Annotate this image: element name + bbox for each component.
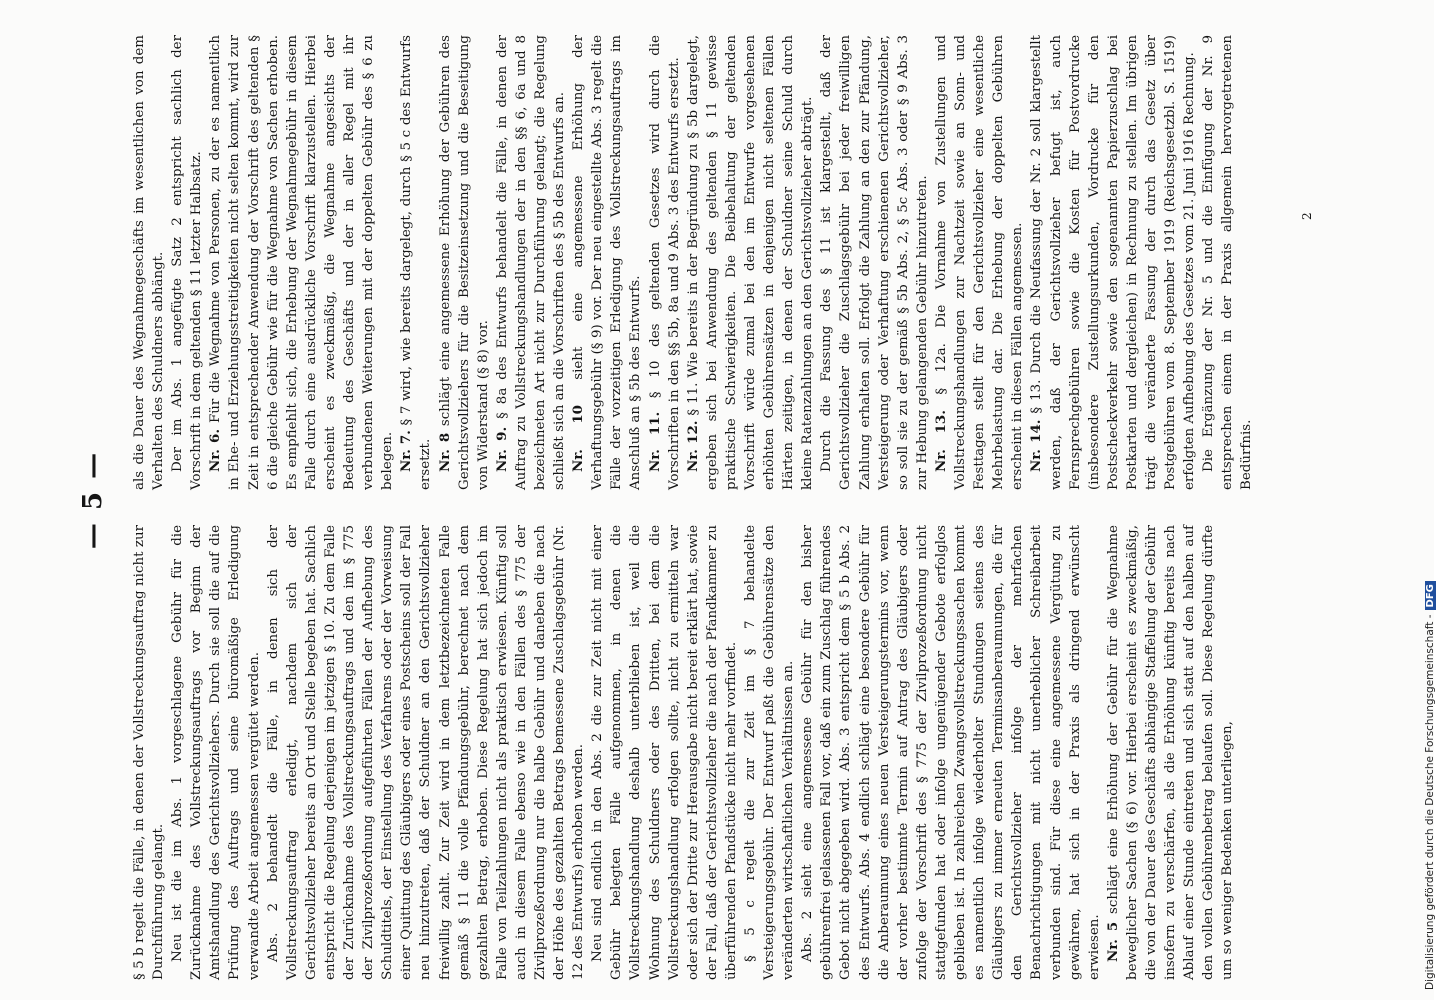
rotated-document [60,0,1360,1000]
paragraph [130,525,168,980]
paragraph [1199,35,1256,490]
paragraph-text: § 7 wird, wie bereits dargelegt, durch § 5 c des Entwurfs ersetzt. [399,35,434,490]
paragraph-lead: Nr. 5 [1104,921,1121,962]
paragraph [1027,35,1199,490]
paragraph [569,35,645,490]
paragraph [1104,525,1238,980]
paragraph [684,35,818,490]
paragraph-lead: Nr. 11. [646,411,663,472]
paragraph-lead: Nr. 14. [1028,419,1045,472]
paragraph [741,525,798,980]
paragraph-lead: Nr. 8 [436,432,453,472]
paragraph-text: § 10 des geltenden Gesetzes wird durch die Vorschriften in den §§ 5b, 8a und 9 Abs. 3 des Entwurfs ersetzt. [647,35,682,490]
paragraph-text: Die Ergänzung der Nr. 5 und die Einfügung der Nr. 9 entsprechen einem in der Praxis allgemein hervorgetretenen Bedürfnis. [1201,35,1255,490]
paragraph-lead: Nr. 7. [398,430,415,472]
paragraph [397,35,435,490]
paragraph-text: § 5 b regelt die Fälle, in denen der Vollstreckungsauftrag nicht zur Durchführung gelangt. [132,525,167,980]
paragraph [588,525,741,980]
paragraph [798,525,1104,980]
paragraph-text: Der im Abs. 1 angefügte Satz 2 entspricht sachlich der Vorschrift in dem geltenden § 11 letzter Halbsatz. [170,35,205,490]
credit-text: Digitalisierung gefördert durch die Deutsche Forschungsgemeinschaft - [1424,614,1436,990]
paragraph [130,35,168,490]
paragraph [168,35,206,490]
paragraph-lead: Nr. 13. [932,410,949,472]
paragraph [436,35,493,490]
dfg-logo: DFG [1425,581,1436,610]
left-column [130,525,1237,980]
paragraph-text: § 12a. Die Vornahme von Zustellungen und Vollstreckungshandlungen zur Nachtzeit sowie an Sonn- und Festtagen stellt für den Gerichtsvollzieher eine wesentliche Mehrbelastung dar. Die Erhebung der doppelten Gebühren erscheint in diesen Fällen angemessen. [933,34,1026,490]
paragraph [493,35,569,490]
paragraph-text: § 5 c regelt die zur Zeit im § 7 behandelte Versteigerungsgebühr. Der Entwurf paßt die Gebührensätze den veränderten wirtschaftlichen Verhältnissen an. [743,525,797,980]
paragraph-text: § 13. Durch die Neufassung der Nr. 2 soll klargestellt werden, daß der Gerichtsvollzieher befugt ist, auch Fernsprechgebühren sowie die Kosten für Postvordrucke (insbesondere Zustellungsurkunden, Vordrucke für den Postscheckverkehr sowie den sogenannten Papierzuschlag bei Postkarten und dergleichen) in Rechnung zu stellen. Im übrigen trägt die veränderte Fassung der durch das Gesetz über Postgebühren vom 8. September 1919 (Reichsgesetzbl. S. 1519) erfolgten Aufhebung des Gesetzes vom 21. Juni 1916 Rechnung. [1029,35,1198,490]
paragraph-lead: Nr. 12. [684,420,701,472]
paragraph-text: Für die Wegnahme von Personen, zu der es namentlich in Ehe- und Erziehungsstreitigkeiten nicht selten kommt, wird zur Zeit in entsprechender Anwendung der Vorschrift des geltenden § 6 die gleiche Gebühr wie für die Wegnahme von Sachen erhoben. Es empfiehlt sich, die Erhebung der Wegnahmegebühr in diesem Falle durch eine ausdrückliche Vorschrift klarzustellen. Hierbei erscheint es zweckmäßig, die Wegnahme angesichts der Bedeutung des Geschäfts und der in aller Regel mit ihr verbundenen Weiterungen mit der doppelten Gebühr des § 6 zu belegen. [208,34,396,490]
paragraph-text: Neu sind endlich in den Abs. 2 die zur Zeit nicht mit einer Gebühr belegten Fälle aufgenommen, in denen die Vollstreckungshandlung deshalb unterblieben ist, weil die Wohnung des Schuldners oder des Dritten, bei dem die Vollstreckungshandlung erfolgen sollte, nicht zu ermitteln war oder sich der Dritte zur Herausgabe nicht bereit erklärt hat, sowie der Fall, daß der Gerichtsvollzieher die nach der Pfandkammer zu überführenden Pfandstücke nicht mehr vorfindet. [590,525,739,980]
paragraph-text: Abs. 2 sieht eine angemessene Gebühr für den bisher gebührenfrei gelassenen Fall vor, daß ein zum Zuschlag führendes Gebot nicht abgegeben wird. Abs. 3 entspricht dem § 5 b Abs. 2 des Entwurfs. Abs. 4 endlich schlägt eine besondere Gebühr für die Anberaumung eines neuen Versteigerungstermins vor, wenn der vorher bestimmte Termin auf Antrag des Gläubigers oder zufolge der Vorschrift des § 775 der Zivilprozeßordnung nicht stattgefunden hat oder infolge ungenügender Gebote erfolglos geblieben ist. In zahlreichen Zwangsvollstreckungssachen kommt es namentlich infolge wiederholter Stundungen seitens des Gläubigers zu immer erneuten Terminsanberaumungen, die für den Gerichtsvollzieher infolge der mehrfachen Benachrichtigungen mit nicht unerheblicher Schreibarbeit verbunden sind. Für diese eine angemessene Vergütung zu gewähren, hat sich in der Praxis als dringend erwünscht erwiesen. [800,525,1102,980]
paragraph-lead: Nr. 6. [207,428,224,472]
paragraph [264,525,589,980]
paragraph-text: Neu ist die im Abs. 1 vorgeschlagene Gebühr für die Zurücknahme des Vollstreckungsauftrags vor Beginn der Amtshandlung des Gerichtsvollziehers. Durch sie soll die auf die Prüfung des Auftrags und seine büromäßige Erledigung verwandte Arbeit angemessen vergütet werden. [170,525,262,980]
paragraph [646,35,684,490]
right-column [130,35,1257,490]
paragraph-text: § 11. Wie bereits in der Begründung zu § 5b dargelegt, ergeben sich bei Anwendung des geltenden § 11 gewisse praktische Schwierigkeiten. Die Beibehaltung der geltenden Vorschrift würde zumal bei den im Entwurfe vorgesehenen erhöhten Gebührensätzen in denjenigen nicht seltenen Fällen Härten zeitigen, in denen der Schuldner seine Schuld durch kleine Ratenzahlungen an den Gerichtsvollzieher abträgt. [685,35,816,490]
paragraph-text: § 8a des Entwurfs behandelt die Fälle, in denen der Auftrag zu Vollstreckungshandlungen der in den §§ 6, 6a und 8 bezeichneten Art nicht zur Durchführung gelangt; die Regelung schließt sich an die Vorschriften des § 5b des Entwurfs an. [494,35,568,490]
paragraph-text: schlägt eine Erhöhung der Gebühr für die Wegnahme beweglicher Sachen (§ 6) vor. Hierbei erscheint es zweckmäßig, die von der Dauer des Geschäfts abhängige Staffelung der Gebühr insofern zu verschärfen, als die Erhöhung künftig bereits nach Ablauf einer Stunde eintreten und sich statt auf den halben auf den vollen Gebührenbetrag belaufen soll. Diese Regelung dürfte um so weniger Bedenken unterliegen, [1105,525,1236,980]
paragraph [206,35,397,490]
paragraph [817,35,932,490]
paragraph-text: sieht eine angemessene Erhöhung der Verhaftungsgebühr (§ 9) vor. Der neu eingestellte Abs. 3 regelt die Fälle der vorzeitigen Erledigung des Vollstreckungsauftrags im Anschluß an § 5b des Entwurfs. [571,34,644,490]
paragraph-text: schlägt eine angemessene Erhöhung der Gebühren des Gerichtsvollziehers für die Besitzeinsetzung und die Beseitigung von Widerstand (§ 8) vor. [437,35,491,490]
paragraph [168,525,263,980]
paragraph-text: als die Dauer des Wegnahmegeschäfts im wesentlichen von dem Verhalten des Schuldners abhängt. [132,35,167,490]
sheet-number: 2 [1300,212,1314,220]
digitization-credit [1402,0,1436,1000]
paragraph-lead: Nr. 10 [570,405,587,472]
paragraph [932,35,1027,490]
paragraph-text: Durch die Fassung des § 11 ist klargestellt, daß der Gerichtsvollzieher die Zuschlagsgebühr bei jeder freiwilligen Zahlung erhalten soll. Erfolgt die Zahlung an den zur Pfändung, Versteigerung oder Verhaftung erschienenen Gerichtsvollzieher, so soll sie zu der gemäß § 5b Abs. 2, § 5c Abs. 3 oder § 9 Abs. 3 zur Hebung gelangenden Gebühr hinzutreten. [819,35,930,490]
paragraph-lead: Nr. 9. [493,426,510,472]
paragraph-text: Abs. 2 behandelt die Fälle, in denen sich der Vollstreckungsauftrag erledigt, nachdem sich der Gerichtsvollzieher bereits an Ort und Stelle begeben hat. Sachlich entspricht die Regelung derjenigen im jetzigen § 10. Zu dem Falle der Zurücknahme des Vollstreckungsauftrags und den im § 775 der Zivilprozeßordnung aufgeführten Fällen der Aufhebung des Schuldtitels, der Einstellung des Verfahrens oder der Vorweisung einer Quittung des Gläubigers oder eines Postscheins soll der Fall neu hinzutreten, daß der Schuldner an den Gerichtsvollzieher freiwillig zahlt. Zur Zeit wird in dem letztbezeichneten Falle gemäß § 11 die volle Pfändungsgebühr, berechnet nach dem gezahlten Betrag, erhoben. Diese Regelung hat sich jedoch im Falle von Teilzahlungen nicht als praktisch erwiesen. Künftig soll auch in diesem Falle ebenso wie in den Fällen des § 775 der Zivilprozeßordnung nur die halbe Gebühr und daneben die nach der Höhe des gezahlten Betrags bemessene Zuschlagsgebühr (Nr. 12 des Entwurfs) erhoben werden. [265,525,587,980]
page-number: — 5 — [78,450,108,550]
